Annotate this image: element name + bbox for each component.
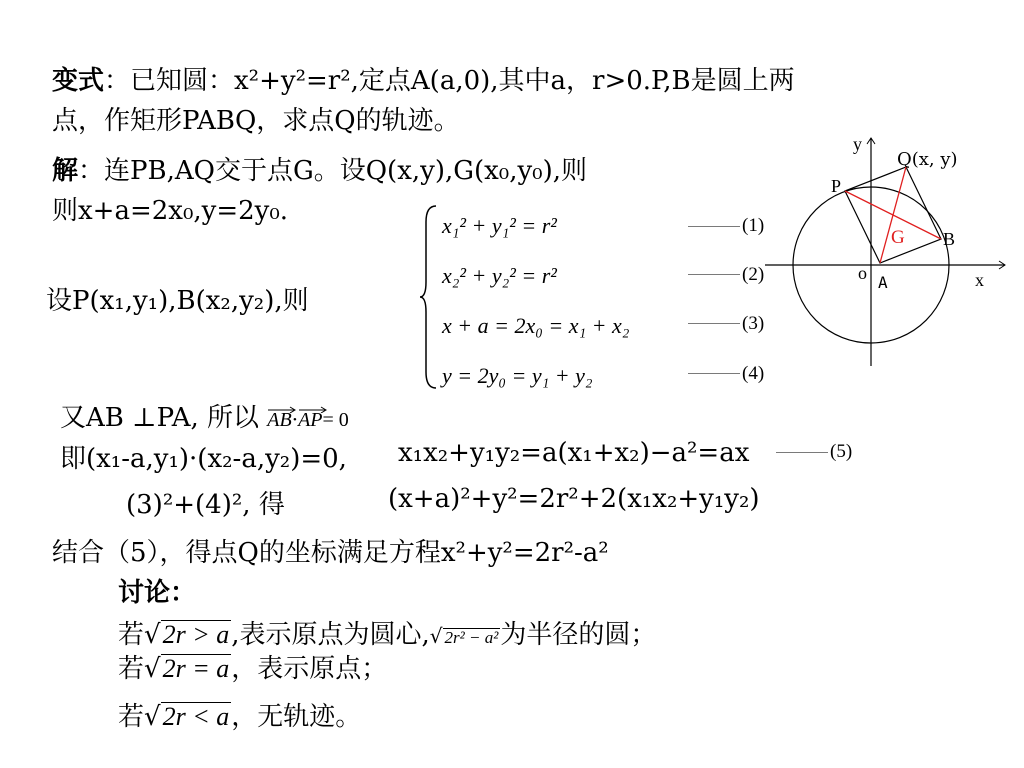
x-axis-label: x bbox=[975, 270, 984, 290]
problem-text-1: ：已知圆：x²+y²=r²,定点A(a,0),其中a，r>0.P,B是圆上两 bbox=[104, 66, 795, 96]
system-brace bbox=[418, 202, 442, 392]
problem-line-1 bbox=[52, 60, 795, 97]
problem-label: 变式 bbox=[52, 66, 105, 96]
leader-line-5 bbox=[776, 452, 828, 453]
case1-math: 2r > a bbox=[162, 620, 230, 649]
leader-line-4 bbox=[688, 373, 740, 374]
point-q-label: Q(x, y) bbox=[897, 149, 958, 170]
case1-radius: 2r² − a² bbox=[444, 628, 499, 647]
y-axis-label: y bbox=[853, 134, 862, 154]
perp-line: 又AB ⊥PA, 所以 AB· AP= 0 bbox=[60, 403, 349, 433]
origin-label: o bbox=[858, 263, 867, 283]
eq5-text: x₁x₂+y₁y₂=a(x₁+x₂)−a²=ax bbox=[398, 438, 750, 468]
diagonal-aq bbox=[880, 167, 906, 263]
system-eq-2: x₂² + y₂² = r² bbox=[442, 263, 557, 288]
problem-line-2: 点，作矩形PABQ，求点Q的轨迹。 bbox=[52, 106, 460, 136]
leader-line-3 bbox=[688, 323, 740, 324]
point-p-label: P bbox=[830, 176, 841, 196]
eq-tag-5: (5) bbox=[830, 441, 853, 462]
solution-line-3: 设P(x₁,y₁),B(x₂,y₂),则 bbox=[46, 286, 309, 316]
solution-line-2: 则x+a=2x₀,y=2y₀. bbox=[52, 196, 289, 226]
eq-tag-1: (1) bbox=[742, 215, 765, 236]
case-3: 若√2r < a，无轨迹。 bbox=[118, 702, 362, 732]
point-b-label: B bbox=[943, 229, 956, 249]
vector-ap: AP bbox=[298, 409, 322, 432]
case-2: 若√2r = a，表示原点； bbox=[118, 654, 388, 684]
eq-tag-4: (4) bbox=[742, 363, 765, 384]
system-eq-4: y = 2y₀ = y₁ + y₂ bbox=[442, 363, 593, 388]
eq-tag-3: (3) bbox=[742, 313, 765, 334]
dot-product-line: 即(x₁-a,y₁)·(x₂-a,y₂)=0, bbox=[60, 444, 347, 474]
solution-line-1 bbox=[52, 150, 587, 187]
sum-line: (3)²+(4)², 得 bbox=[126, 490, 285, 520]
sum-result: (x+a)²+y²=2r²+2(x₁x₂+y₁y₂) bbox=[388, 484, 760, 514]
system-eq-1: x₁² + y₁² = r² bbox=[442, 213, 557, 238]
case-1: 若√2r > a,表示原点为圆心,√ 2r² − a²为半径的圆； bbox=[118, 620, 657, 650]
vector-eq-zero: = 0 bbox=[322, 409, 349, 431]
solution-text-1: ：连PB,AQ交于点G。设Q(x,y),G(x₀,y₀),则 bbox=[78, 156, 588, 186]
discussion-title: 讨论： bbox=[118, 578, 197, 608]
point-a-label: A bbox=[878, 273, 888, 292]
case2-math: 2r = a bbox=[162, 654, 230, 683]
leader-line-2 bbox=[688, 274, 740, 275]
combine-line: 结合（5），得点Q的坐标满足方程x²+y²=2r²-a² bbox=[52, 538, 609, 568]
case3-math: 2r < a bbox=[162, 702, 230, 731]
solution-label: 解 bbox=[52, 156, 79, 186]
point-g-label: G bbox=[891, 227, 905, 248]
leader-line-1 bbox=[688, 226, 740, 227]
perp-text: 又AB ⊥PA, 所以 bbox=[60, 403, 260, 433]
geometry-figure bbox=[765, 128, 1015, 373]
system-eq-3: x + a = 2x₀ = x₁ + x₂ bbox=[442, 313, 630, 338]
eq-tag-2: (2) bbox=[742, 264, 765, 285]
vector-ab: AB bbox=[267, 409, 291, 432]
